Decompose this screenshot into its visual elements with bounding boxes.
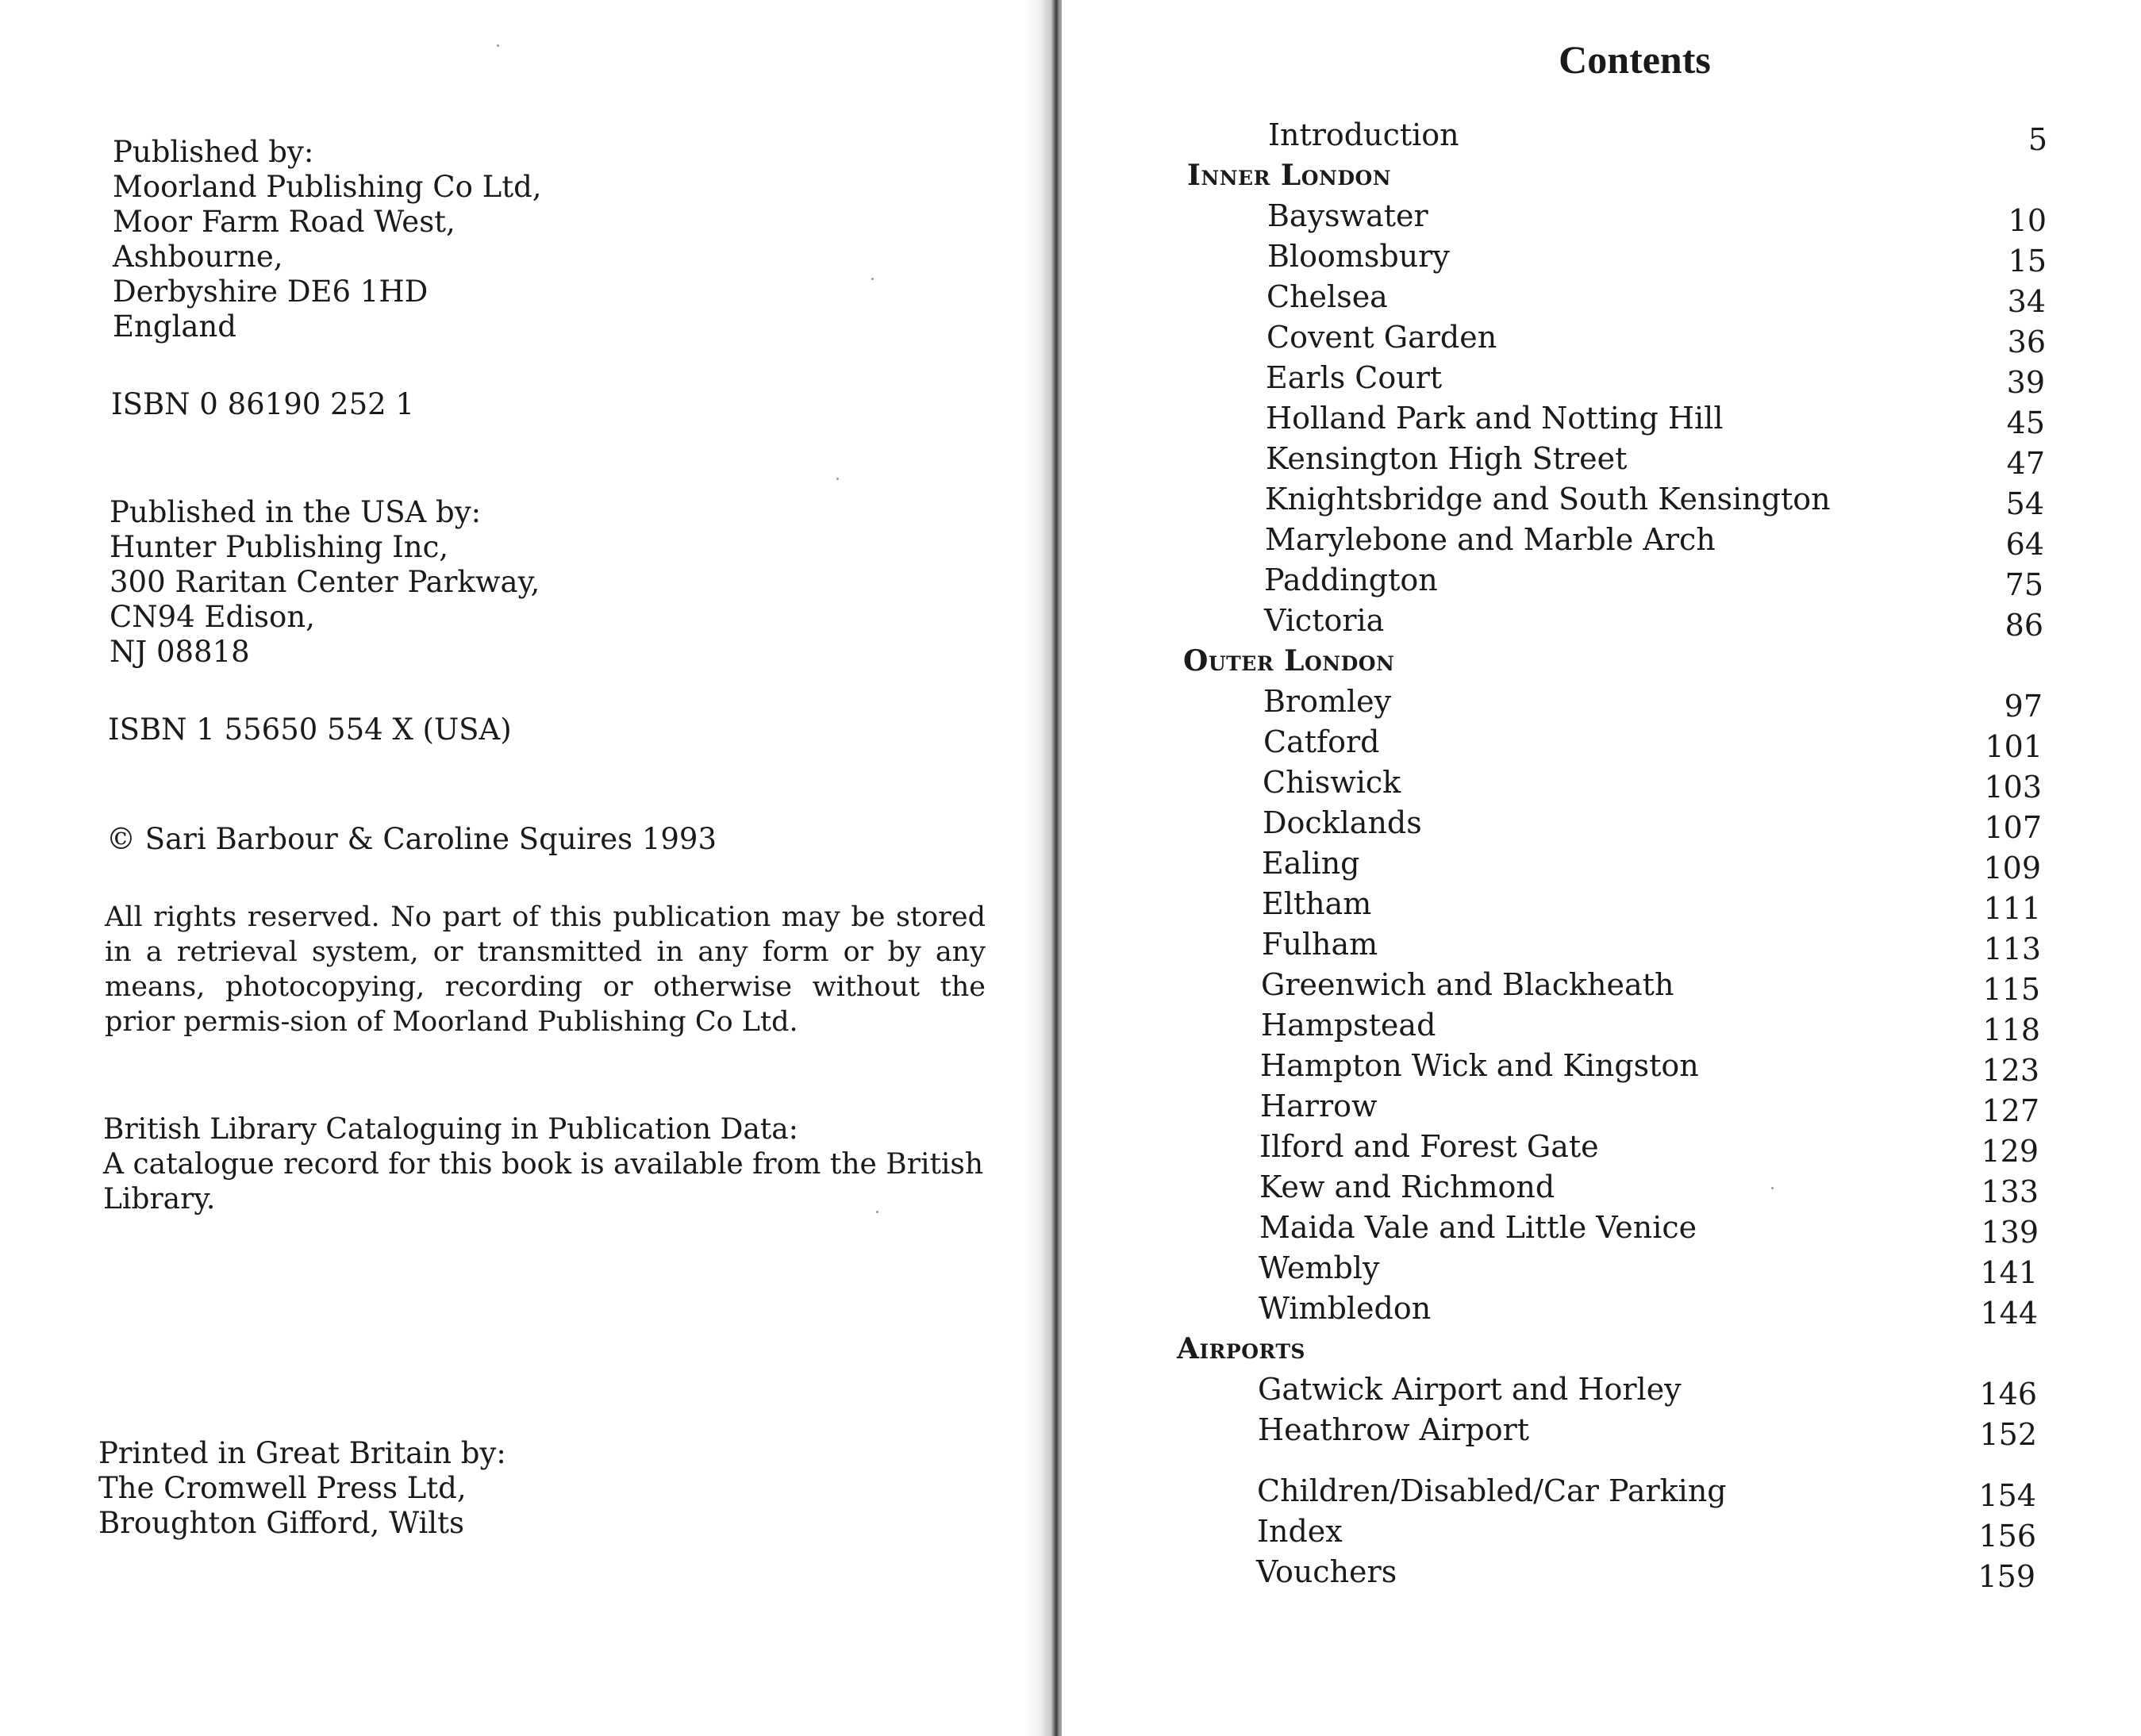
toc-entry-label: Kensington High Street [1266, 441, 1628, 476]
printer-block [98, 1436, 506, 1541]
toc-page-number: 75 [2005, 567, 2043, 602]
toc-entry-label: Vouchers [1256, 1554, 1397, 1589]
toc-page-number: 54 [2005, 486, 2044, 521]
toc-entry-label: Wimbledon [1259, 1291, 1432, 1326]
toc-entry-label: Children/Disabled/Car Parking [1257, 1473, 1727, 1508]
toc-entry-label: Knightsbridge and South Kensington [1265, 482, 1831, 517]
isbn-uk [111, 387, 414, 422]
toc-page-number: 34 [2007, 284, 2046, 319]
toc-entry-label: Ealing [1262, 846, 1360, 881]
toc-entry-label: Catford [1263, 724, 1380, 759]
toc-entry-label: Wembly [1259, 1250, 1380, 1285]
toc-entry-label: Hampstead [1261, 1008, 1436, 1043]
toc-entry-label: Eltham [1262, 886, 1372, 921]
toc-page-number: 39 [2006, 365, 2045, 400]
toc-entry-label: Bayswater [1267, 198, 1428, 233]
toc-page-number: 107 [1984, 810, 2042, 845]
cip-line: British Library Cataloguing in Publication Data: [103, 1113, 798, 1146]
printer-line: Broughton Gifford, Wilts [98, 1506, 464, 1540]
paper-speck [836, 478, 839, 480]
toc-entry-label: Covent Garden [1267, 320, 1497, 355]
usa-publisher-line: Published in the USA by: [110, 495, 482, 529]
publisher-block [113, 135, 542, 344]
printer-line: Printed in Great Britain by: [98, 1436, 506, 1470]
toc-entry-label: Bromley [1263, 684, 1392, 719]
toc-entry-label: Chiswick [1263, 765, 1401, 800]
toc-page-number: 144 [1980, 1296, 2038, 1331]
rights-notice [105, 900, 986, 1039]
isbn-usa-text: ISBN 1 55650 554 X (USA) [108, 712, 512, 747]
toc-entry-label: Hampton Wick and Kingston [1260, 1048, 1699, 1083]
toc-page-number: 109 [1983, 851, 2041, 885]
isbn-uk-text: ISBN 0 86190 252 1 [111, 387, 414, 421]
toc-page-number: 97 [2004, 689, 2043, 724]
copyright-text: © Sari Barbour & Caroline Squires 1993 [106, 822, 717, 856]
cip-block [103, 1112, 984, 1217]
printer-line: The Cromwell Press Ltd, [98, 1471, 467, 1505]
toc-entry-label: Harrow [1260, 1089, 1378, 1123]
toc-page-number: 146 [1979, 1377, 2037, 1411]
toc-entry-label: Introduction [1268, 117, 1459, 152]
usa-publisher-line: Hunter Publishing Inc, [110, 530, 449, 564]
toc-page-number: 156 [1978, 1519, 2036, 1554]
toc-page-number: 123 [1981, 1053, 2039, 1088]
toc-entry-label: Kew and Richmond [1259, 1169, 1555, 1204]
toc-entry-label: Holland Park and Notting Hill [1266, 401, 1724, 436]
publisher-line: Moor Farm Road West, [113, 205, 455, 239]
toc-page-number: 141 [1980, 1255, 2038, 1290]
toc-section-label: Airports [1177, 1332, 1305, 1365]
toc-entry-label: Bloomsbury [1267, 239, 1450, 274]
toc-entry-label: Greenwich and Blackheath [1261, 967, 1674, 1002]
toc-entry-label: Victoria [1264, 603, 1385, 638]
toc-page-number: 47 [2006, 446, 2045, 481]
paper-speck [1771, 1187, 1774, 1189]
isbn-usa [108, 712, 512, 747]
usa-publisher-line: NJ 08818 [110, 635, 250, 669]
publisher-line: Published by: [113, 135, 314, 169]
toc-entry-label: Chelsea [1267, 279, 1388, 314]
toc-page-number: 5 [2028, 122, 2047, 157]
toc-entry-label: Index [1257, 1514, 1343, 1549]
paper-speck [497, 44, 499, 47]
toc-page-number: 64 [2005, 527, 2044, 562]
toc-page-number: 15 [2008, 244, 2047, 278]
toc-entry-label: Heathrow Airport [1258, 1412, 1530, 1447]
usa-publisher-line: CN94 Edison, [110, 600, 315, 634]
toc-entry-label: Earls Court [1266, 360, 1443, 395]
publisher-line: Moorland Publishing Co Ltd, [113, 170, 542, 204]
toc-page-number: 86 [2005, 608, 2043, 643]
rights-text: All rights reserved. No part of this publication may be stored in a retrieval system, or transmitted in any form or by any means, photocopying, recording or otherwise without the prior permis-sion of Moorland Publishing Co Ltd. [105, 901, 986, 1038]
toc-page-number: 159 [1978, 1559, 2035, 1594]
publisher-line: England [113, 309, 236, 344]
toc-section-label: Inner London [1187, 159, 1392, 192]
toc-page-number: 133 [1981, 1174, 2039, 1209]
toc-entry-label: Docklands [1263, 805, 1422, 840]
toc-page-number: 139 [1981, 1215, 2039, 1250]
toc-page-number: 127 [1981, 1093, 2039, 1128]
contents-page [1062, 0, 2141, 1736]
paper-speck [871, 278, 874, 280]
toc-page-number: 36 [2007, 325, 2046, 359]
toc-page-number: 115 [1982, 972, 2040, 1007]
toc-page-number: 101 [1985, 729, 2043, 764]
toc-page-number: 111 [1983, 891, 2041, 926]
toc-page-number: 154 [1978, 1478, 2036, 1513]
toc-entry-label: Gatwick Airport and Horley [1258, 1372, 1682, 1407]
toc-entry-label: Paddington [1264, 563, 1438, 597]
copyright [106, 822, 717, 857]
publisher-line: Ashbourne, [113, 240, 283, 274]
toc-entry-label: Marylebone and Marble Arch [1265, 522, 1716, 557]
toc-entry-label: Fulham [1262, 927, 1378, 962]
toc-page-number: 10 [2008, 203, 2047, 238]
usa-publisher-line: 300 Raritan Center Parkway, [110, 565, 540, 599]
paper-speck [876, 1211, 878, 1213]
publisher-line: Derbyshire DE6 1HD [113, 275, 429, 309]
toc-page-number: 118 [1982, 1012, 2040, 1047]
toc-entry-label: Maida Vale and Little Venice [1259, 1210, 1697, 1245]
toc-section-label: Outer London [1183, 644, 1395, 678]
toc-entry-label: Ilford and Forest Gate [1259, 1129, 1599, 1164]
toc-page-number: 103 [1984, 770, 2042, 805]
cip-line: A catalogue record for this book is available from the British Library. [103, 1148, 984, 1216]
toc-page-number: 129 [1981, 1134, 2039, 1169]
usa-publisher-block [110, 495, 540, 670]
toc-page-number: 45 [2006, 405, 2045, 440]
left-page [0, 0, 1055, 1736]
toc-page-number: 152 [1979, 1417, 2037, 1452]
contents-title: Contents [1559, 37, 1711, 82]
toc-page-number: 113 [1983, 931, 2041, 966]
